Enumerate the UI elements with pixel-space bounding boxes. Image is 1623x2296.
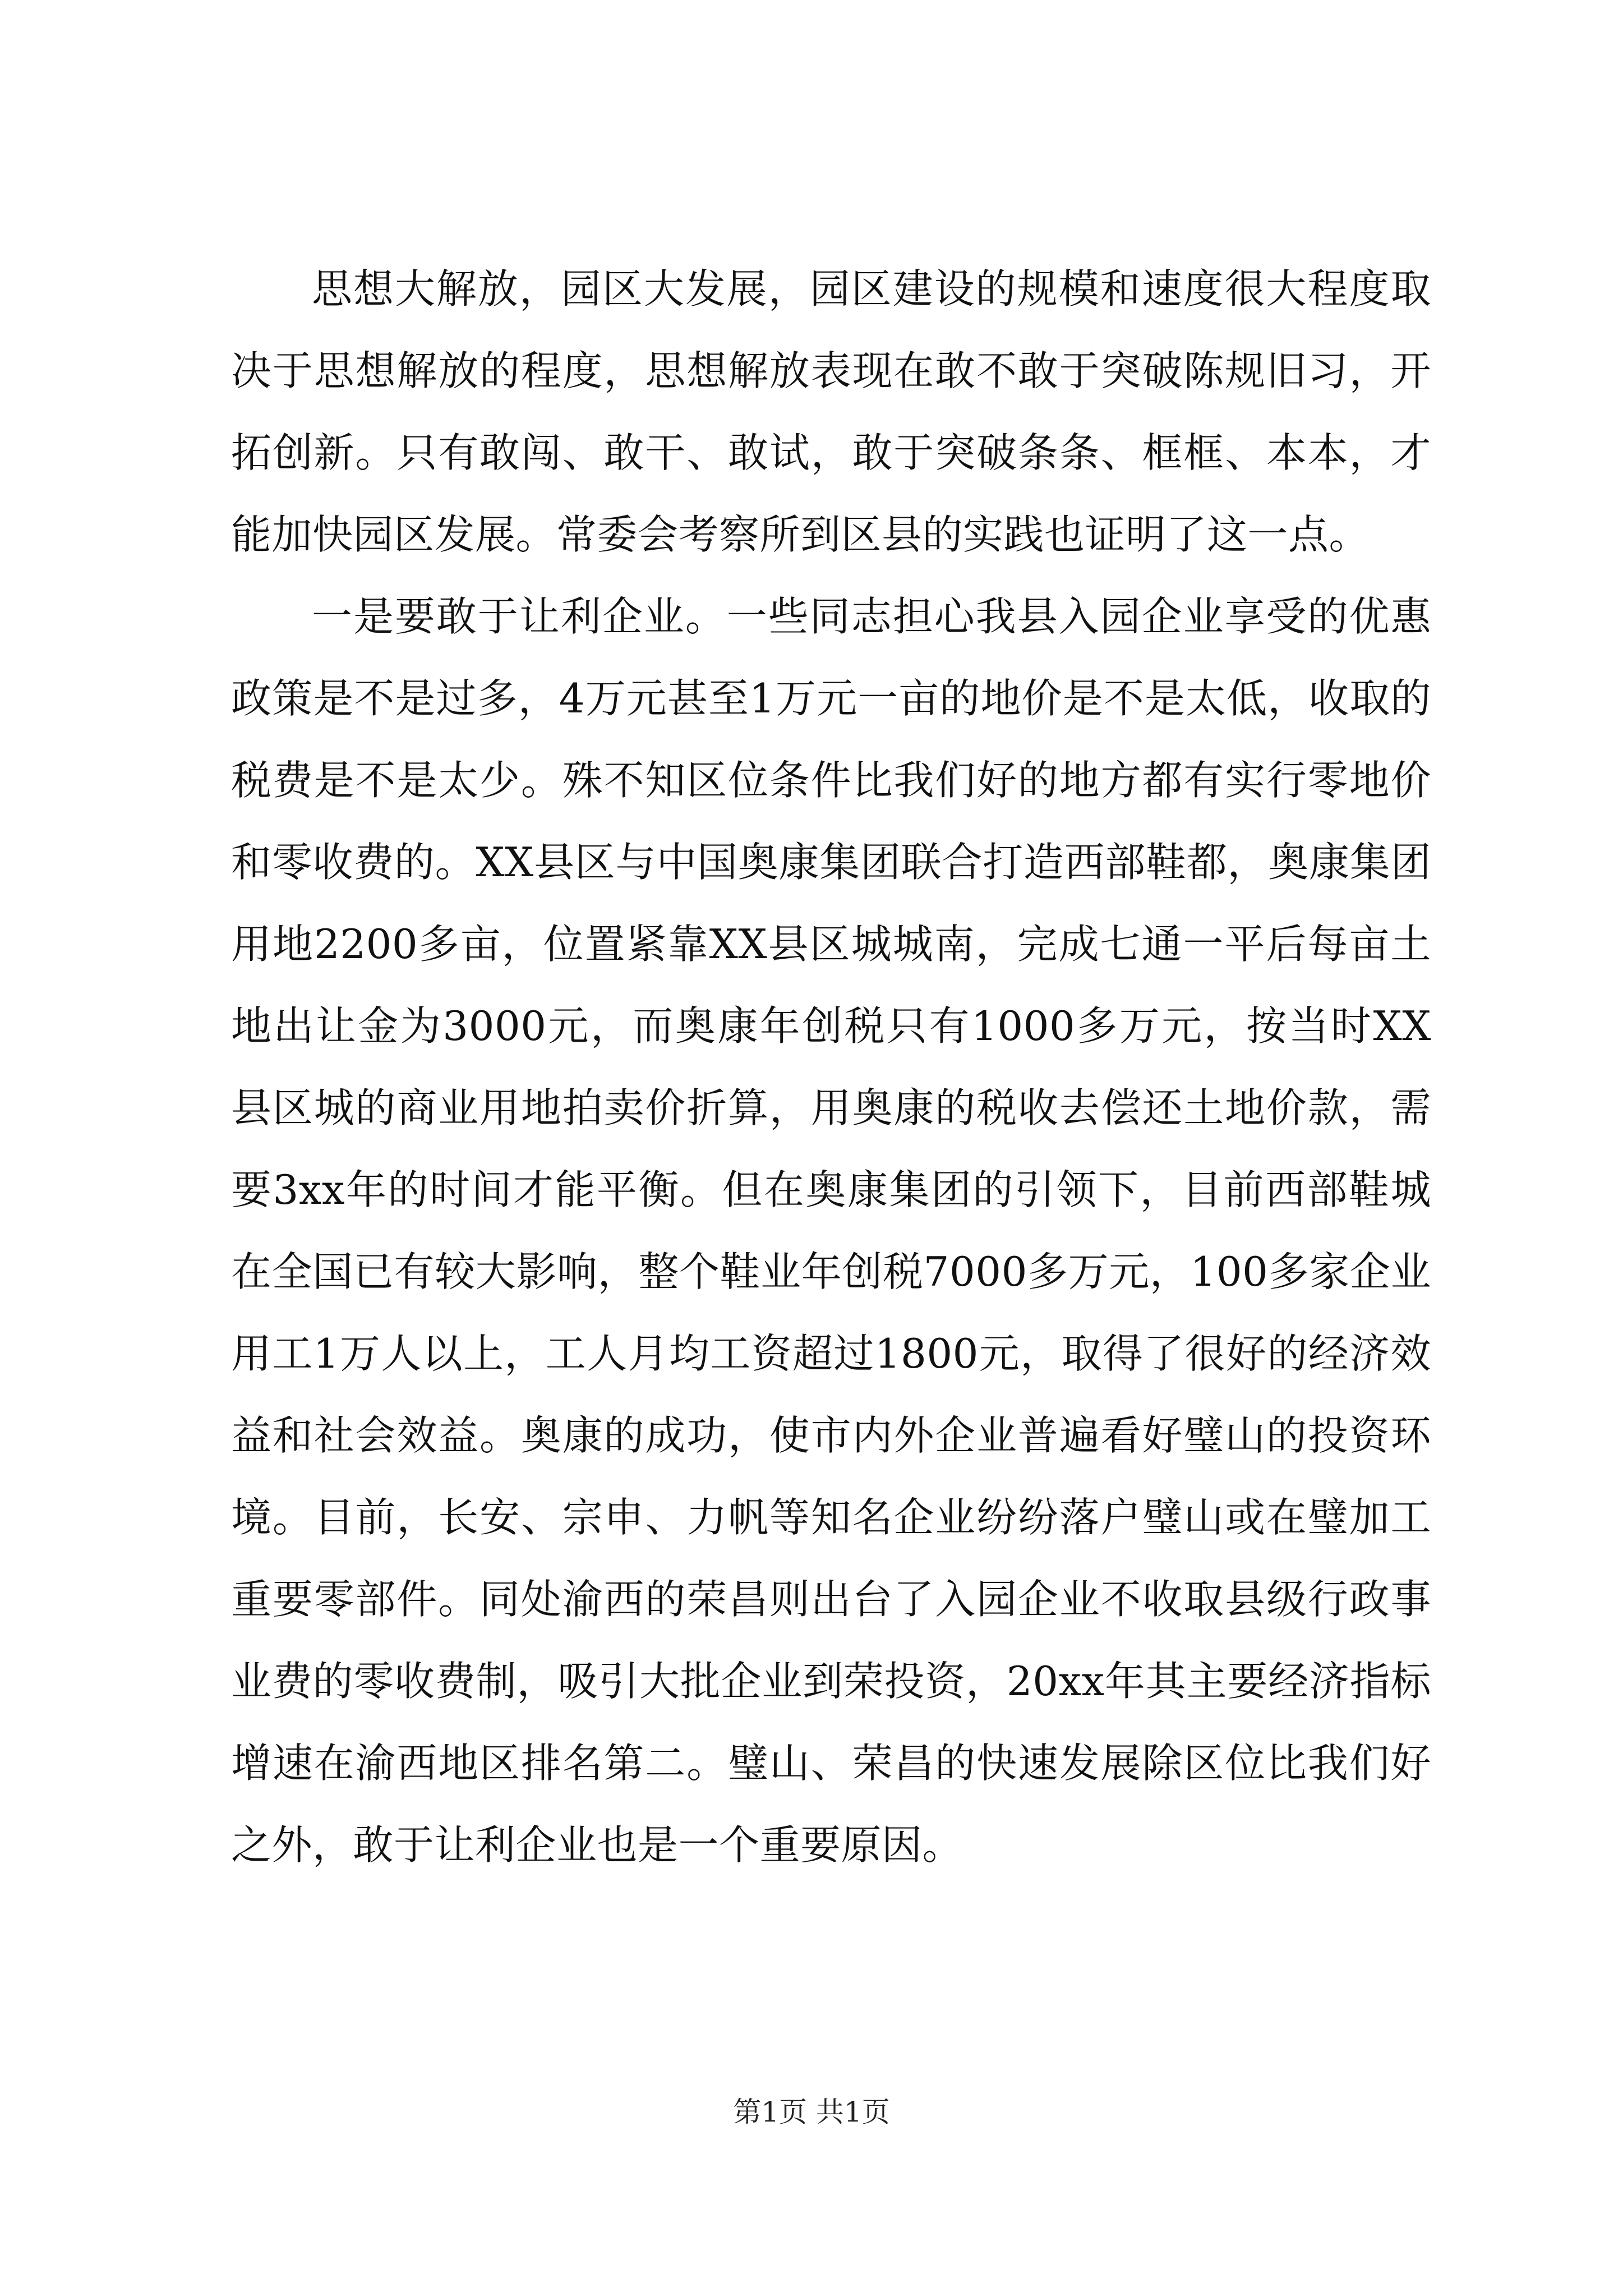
document-body [231, 248, 1431, 1886]
paragraph-2: 一是要敢于让利企业。一些同志担心我县入园企业享受的优惠政策是不是过多，4万元甚至1万元一亩的地价是不是太低，收取的税费是不是太少。殊不知区位条件比我们好的地方都有实行零地价和零收费的。XX县区与中国奥康集团联合打造西部鞋都，奥康集团用地2200多亩，位置紧靠XX县区城城南，完成七通一平后每亩土地出让金为3000元，而奥康年创税只有1000多万元，按当时XX县区城的商业用地拍卖价折算，用奥康的税收去偿还土地价款，需要3xx年的时间才能平衡。但在奥康集团的引领下，目前西部鞋城在全国已有较大影响，整个鞋业年创税7000多万元，100多家企业用工1万人以上，工人月均工资超过1800元，取得了很好的经济效益和社会效益。奥康的成功，使市内外企业普遍看好璧山的投资环境。目前，长安、宗申、力帆等知名企业纷纷落户璧山或在璧加工重要零部件。同处渝西的荣昌则出台了入园企业不收取县级行政事业费的零收费制，吸引大批企业到荣投资，20xx年其主要经济指标增速在渝西地区排名第二。璧山、荣昌的快速发展除区位比我们好之外，敢于让利企业也是一个重要原因。 [231, 593, 1431, 1869]
paragraph-1: 思想大解放，园区大发展，园区建设的规模和速度很大程度取决于思想解放的程度，思想解放表现在敢不敢于突破陈规旧习，开拓创新。只有敢闯、敢干、敢试，敢于突破条条、框框、本本，才能加快园区发展。常委会考察所到区县的实践也证明了这一点。 [231, 265, 1431, 558]
page-footer: 第1页 共1页 [733, 2096, 890, 2128]
